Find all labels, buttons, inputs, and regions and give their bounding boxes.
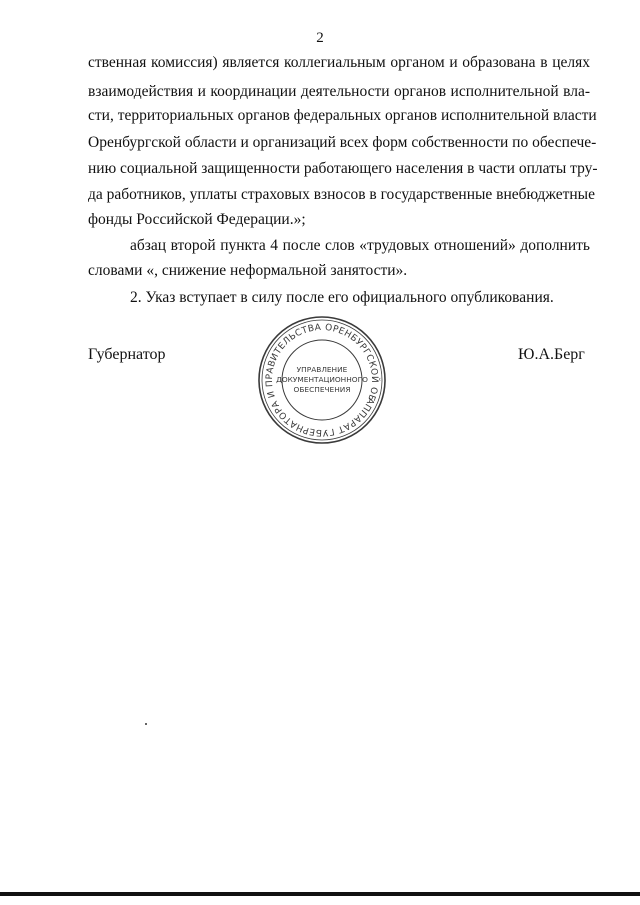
seal-graphic bbox=[256, 314, 388, 446]
official-seal bbox=[256, 314, 388, 446]
seal-center-line: УПРАВЛЕНИЕ bbox=[296, 365, 348, 374]
stray-mark bbox=[145, 723, 147, 725]
body-line: да работников, уплаты страховых взносов в государственные внебюджетные bbox=[88, 186, 595, 203]
body-line: 2. Указ вступает в силу после его официального опубликования. bbox=[130, 289, 554, 306]
seal-center-line: ОБЕСПЕЧЕНИЯ bbox=[293, 385, 351, 394]
body-line: Оренбургской области и организаций всех форм собственности по обеспече- bbox=[88, 134, 597, 151]
page-bottom-border bbox=[0, 892, 640, 896]
seal-ring-text: АППАРАТ ГУБЕРНАТОРА И ПРАВИТЕЛЬСТВА ОРЕНБУРГСКОЙ ОБЛАСТИ bbox=[264, 322, 380, 438]
body-line: нию социальной защищенности работающего населения в части оплаты тру- bbox=[88, 160, 598, 177]
seal-center-line: ДОКУМЕНТАЦИОННОГО bbox=[276, 375, 368, 384]
signature-position: Губернатор bbox=[88, 346, 166, 363]
body-line: сти, территориальных органов федеральных органов исполнительной власти bbox=[88, 107, 597, 124]
body-line: словами «, снижение неформальной занятости». bbox=[88, 262, 408, 279]
signature-name: Ю.А.Берг bbox=[518, 346, 585, 363]
body-line: взаимодействия и координации деятельности органов исполнительной вла- bbox=[88, 83, 590, 100]
page-number: 2 bbox=[316, 30, 324, 46]
body-line: ственная комиссия) является коллегиальным органом и образована в целях bbox=[88, 54, 590, 71]
body-line: абзац второй пункта 4 после слов «трудовых отношений» дополнить bbox=[130, 237, 590, 254]
body-line: фонды Российской Федерации.»; bbox=[88, 211, 306, 228]
